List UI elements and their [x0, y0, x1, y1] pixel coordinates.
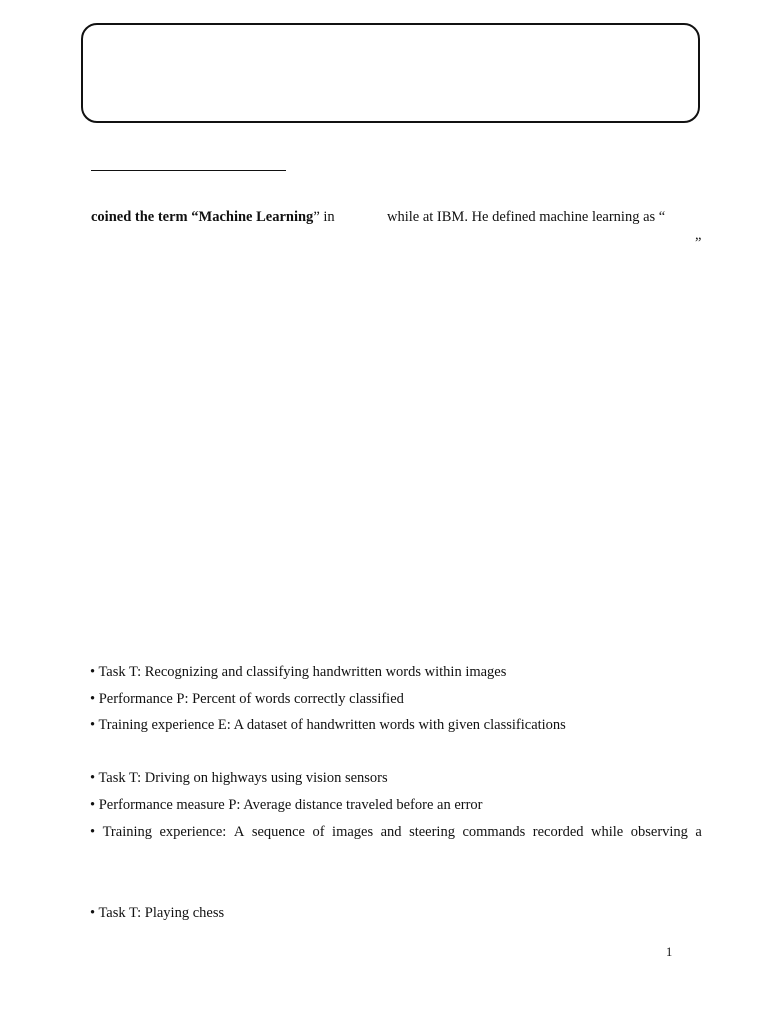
- intro-after-term: ” in: [313, 209, 335, 225]
- heading-underline: [91, 170, 286, 171]
- training-word: while: [591, 824, 624, 840]
- example2-performance: • Performance measure P: Average distance traveled before an error: [90, 797, 483, 813]
- training-word: and: [380, 824, 402, 840]
- example1-task: • Task T: Recognizing and classifying handwritten words within images: [90, 664, 507, 680]
- training-word: steering: [409, 824, 455, 840]
- training-word: A: [233, 824, 245, 840]
- training-word: recorded: [532, 824, 584, 840]
- intro-bold-term: coined the term “Machine Learning: [91, 209, 314, 225]
- training-word: a: [695, 824, 702, 840]
- closing-quote: ”: [695, 235, 702, 251]
- training-word: images: [332, 824, 374, 840]
- example2-training: [90, 823, 702, 841]
- training-word: of: [312, 824, 325, 840]
- example2-task: • Task T: Driving on highways using vision sensors: [90, 770, 388, 786]
- training-word: •: [90, 824, 96, 840]
- page-number: 1: [666, 945, 673, 959]
- training-word: experience:: [159, 824, 227, 840]
- example1-performance: • Performance P: Percent of words correctly classified: [90, 691, 404, 707]
- training-word: Training: [102, 824, 152, 840]
- training-word: observing: [630, 824, 688, 840]
- training-word: sequence: [251, 824, 305, 840]
- training-word: commands: [462, 824, 526, 840]
- title-box: [81, 23, 700, 123]
- intro-text-start: [91, 208, 335, 226]
- example1-training: • Training experience E: A dataset of handwritten words with given classifications: [90, 717, 566, 733]
- intro-text-end: while at IBM. He defined machine learning as “: [387, 209, 666, 225]
- example3-task: • Task T: Playing chess: [90, 905, 225, 921]
